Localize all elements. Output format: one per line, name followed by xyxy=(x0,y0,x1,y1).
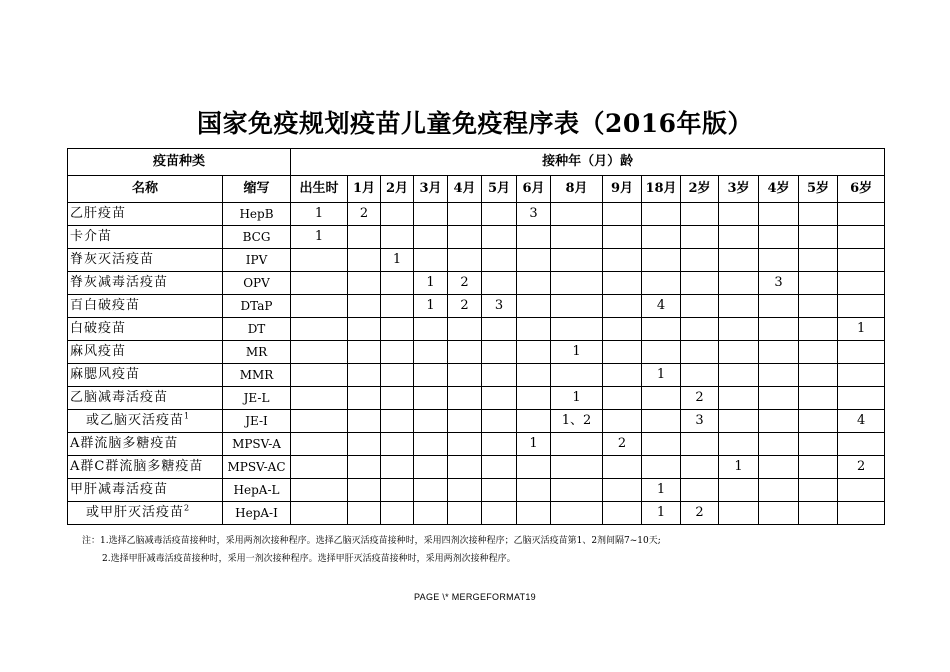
dose-cell xyxy=(517,410,551,433)
dose-cell xyxy=(838,272,885,295)
vaccine-name xyxy=(68,364,223,387)
dose-cell xyxy=(381,387,414,410)
dose-cell: 3 xyxy=(482,295,517,318)
dose-cell xyxy=(551,364,603,387)
header-age-col: 3岁 xyxy=(719,176,759,203)
dose-cell xyxy=(719,433,759,456)
vaccine-name xyxy=(68,433,223,456)
vaccine-name xyxy=(68,502,223,525)
dose-cell xyxy=(719,410,759,433)
footnote-marker: 1 xyxy=(184,411,191,421)
dose-cell xyxy=(551,433,603,456)
dose-cell xyxy=(448,433,482,456)
dose-cell xyxy=(838,479,885,502)
dose-cell: 2 xyxy=(681,502,719,525)
dose-cell xyxy=(517,479,551,502)
dose-cell xyxy=(759,295,799,318)
dose-cell xyxy=(414,433,448,456)
dose-cell xyxy=(603,272,642,295)
note-2: 2.选择甲肝减毒活疫苗接种时，采用一剂次接种程序。选择甲肝灭活疫苗接种时，采用两剂次接种程序。 xyxy=(102,554,516,564)
dose-cell xyxy=(448,341,482,364)
dose-cell xyxy=(381,502,414,525)
dose-cell xyxy=(291,341,348,364)
vaccine-abbr: DTaP xyxy=(223,295,291,318)
dose-cell xyxy=(348,341,381,364)
dose-cell xyxy=(681,203,719,226)
dose-cell: 2 xyxy=(348,203,381,226)
dose-cell xyxy=(482,341,517,364)
dose-cell xyxy=(681,226,719,249)
dose-cell xyxy=(799,226,838,249)
header-age-col: 8月 xyxy=(551,176,603,203)
dose-cell xyxy=(414,387,448,410)
dose-cell xyxy=(799,456,838,479)
dose-cell: 1 xyxy=(414,272,448,295)
header-age-col: 5月 xyxy=(482,176,517,203)
dose-cell xyxy=(517,456,551,479)
dose-cell xyxy=(348,249,381,272)
dose-cell xyxy=(642,226,681,249)
dose-cell xyxy=(291,502,348,525)
header-age-col: 4岁 xyxy=(759,176,799,203)
dose-cell xyxy=(482,272,517,295)
dose-cell xyxy=(348,433,381,456)
header-vaccine-type: 疫苗种类 xyxy=(68,149,291,176)
vaccine-name-text: 乙肝疫苗 xyxy=(70,206,127,221)
dose-cell xyxy=(759,203,799,226)
dose-cell xyxy=(719,249,759,272)
dose-cell xyxy=(381,295,414,318)
dose-cell xyxy=(482,502,517,525)
dose-cell: 2 xyxy=(448,272,482,295)
dose-cell xyxy=(799,318,838,341)
dose-cell xyxy=(381,433,414,456)
header-abbr: 缩写 xyxy=(223,176,291,203)
dose-cell: 1 xyxy=(838,318,885,341)
dose-cell: 2 xyxy=(448,295,482,318)
immunization-schedule-table xyxy=(67,148,885,525)
page-title: 国家免疫规划疫苗儿童免疫程序表（2016年版） xyxy=(196,109,754,138)
dose-cell: 1 xyxy=(517,433,551,456)
dose-cell xyxy=(759,318,799,341)
dose-cell xyxy=(603,249,642,272)
vaccine-name-text: 甲肝减毒活疫苗 xyxy=(70,482,169,497)
table-row xyxy=(68,341,885,364)
dose-cell xyxy=(291,456,348,479)
vaccine-name xyxy=(68,226,223,249)
dose-cell xyxy=(482,387,517,410)
dose-cell: 4 xyxy=(838,410,885,433)
dose-cell xyxy=(348,318,381,341)
vaccine-name-text: 麻腮风疫苗 xyxy=(70,367,141,382)
dose-cell xyxy=(838,203,885,226)
vaccine-name xyxy=(68,272,223,295)
table-row xyxy=(68,502,885,525)
dose-cell xyxy=(719,272,759,295)
dose-cell xyxy=(799,433,838,456)
dose-cell xyxy=(381,318,414,341)
dose-cell: 2 xyxy=(681,387,719,410)
dose-cell xyxy=(448,410,482,433)
dose-cell: 1 xyxy=(551,387,603,410)
dose-cell xyxy=(759,502,799,525)
header-column-row xyxy=(68,176,885,203)
dose-cell xyxy=(348,226,381,249)
dose-cell xyxy=(681,249,719,272)
dose-cell xyxy=(799,479,838,502)
vaccine-abbr: JE-I xyxy=(223,410,291,433)
header-age-col: 1月 xyxy=(348,176,381,203)
dose-cell xyxy=(448,318,482,341)
header-age-col: 18月 xyxy=(642,176,681,203)
table-row xyxy=(68,249,885,272)
vaccine-name-text: A群流脑多糖疫苗 xyxy=(70,436,179,451)
dose-cell xyxy=(482,249,517,272)
vaccine-name xyxy=(68,479,223,502)
dose-cell xyxy=(642,410,681,433)
dose-cell: 2 xyxy=(838,456,885,479)
dose-cell xyxy=(759,226,799,249)
dose-cell xyxy=(642,433,681,456)
dose-cell xyxy=(799,295,838,318)
page-footer: PAGE \* MERGEFORMAT19 xyxy=(414,592,536,602)
dose-cell xyxy=(348,502,381,525)
vaccine-name-text: 或乙脑灭活疫苗 xyxy=(86,413,185,428)
table-row xyxy=(68,433,885,456)
dose-cell xyxy=(838,341,885,364)
dose-cell xyxy=(759,456,799,479)
header-age-col: 6岁 xyxy=(838,176,885,203)
dose-cell xyxy=(719,341,759,364)
dose-cell xyxy=(799,249,838,272)
dose-cell xyxy=(642,203,681,226)
dose-cell xyxy=(414,203,448,226)
dose-cell xyxy=(448,502,482,525)
dose-cell xyxy=(517,364,551,387)
dose-cell xyxy=(642,387,681,410)
dose-cell xyxy=(551,272,603,295)
dose-cell xyxy=(348,387,381,410)
dose-cell xyxy=(603,456,642,479)
dose-cell xyxy=(517,295,551,318)
dose-cell xyxy=(838,502,885,525)
dose-cell xyxy=(381,272,414,295)
dose-cell xyxy=(448,226,482,249)
table-row xyxy=(68,318,885,341)
table-row xyxy=(68,203,885,226)
header-name: 名称 xyxy=(68,176,223,203)
dose-cell xyxy=(603,203,642,226)
vaccine-name-text: 脊灰灭活疫苗 xyxy=(70,252,155,267)
dose-cell xyxy=(448,387,482,410)
vaccine-name-text: A群C群流脑多糖疫苗 xyxy=(70,459,204,474)
dose-cell xyxy=(482,226,517,249)
vaccine-abbr: HepB xyxy=(223,203,291,226)
dose-cell: 1 xyxy=(642,364,681,387)
vaccine-name xyxy=(68,387,223,410)
footnote-marker: 2 xyxy=(184,503,191,513)
header-age-col: 2月 xyxy=(381,176,414,203)
vaccine-abbr: MMR xyxy=(223,364,291,387)
dose-cell xyxy=(681,433,719,456)
dose-cell xyxy=(414,502,448,525)
dose-cell xyxy=(381,410,414,433)
table-row xyxy=(68,387,885,410)
dose-cell xyxy=(381,203,414,226)
dose-cell: 1 xyxy=(551,341,603,364)
dose-cell xyxy=(838,249,885,272)
dose-cell xyxy=(348,364,381,387)
dose-cell xyxy=(291,318,348,341)
dose-cell xyxy=(482,364,517,387)
dose-cell xyxy=(681,295,719,318)
dose-cell xyxy=(681,272,719,295)
dose-cell xyxy=(799,364,838,387)
dose-cell: 4 xyxy=(642,295,681,318)
dose-cell xyxy=(414,364,448,387)
table-row xyxy=(68,479,885,502)
dose-cell xyxy=(759,479,799,502)
dose-cell: 3 xyxy=(681,410,719,433)
dose-cell xyxy=(719,203,759,226)
dose-cell xyxy=(838,433,885,456)
dose-cell xyxy=(348,295,381,318)
dose-cell xyxy=(482,479,517,502)
dose-cell xyxy=(799,387,838,410)
dose-cell xyxy=(348,456,381,479)
dose-cell xyxy=(381,226,414,249)
dose-cell xyxy=(291,364,348,387)
dose-cell xyxy=(838,387,885,410)
vaccine-name xyxy=(68,410,223,433)
dose-cell xyxy=(448,456,482,479)
dose-cell xyxy=(603,502,642,525)
dose-cell xyxy=(482,318,517,341)
vaccine-name xyxy=(68,203,223,226)
vaccine-abbr: BCG xyxy=(223,226,291,249)
dose-cell xyxy=(642,249,681,272)
table-row xyxy=(68,295,885,318)
dose-cell xyxy=(603,226,642,249)
vaccine-abbr: DT xyxy=(223,318,291,341)
dose-cell xyxy=(517,226,551,249)
dose-cell xyxy=(759,364,799,387)
dose-cell xyxy=(482,410,517,433)
dose-cell xyxy=(551,295,603,318)
dose-cell xyxy=(681,318,719,341)
dose-cell xyxy=(719,502,759,525)
dose-cell xyxy=(681,341,719,364)
dose-cell xyxy=(551,203,603,226)
dose-cell xyxy=(603,387,642,410)
dose-cell xyxy=(348,410,381,433)
dose-cell xyxy=(838,295,885,318)
dose-cell xyxy=(414,410,448,433)
dose-cell xyxy=(603,364,642,387)
dose-cell xyxy=(759,433,799,456)
vaccine-name-text: 脊灰减毒活疫苗 xyxy=(70,275,169,290)
dose-cell xyxy=(719,387,759,410)
dose-cell xyxy=(291,433,348,456)
header-age-col: 出生时 xyxy=(291,176,348,203)
dose-cell xyxy=(838,364,885,387)
dose-cell xyxy=(517,318,551,341)
table-row xyxy=(68,272,885,295)
dose-cell xyxy=(551,502,603,525)
notes xyxy=(82,532,661,568)
dose-cell xyxy=(291,249,348,272)
dose-cell: 1 xyxy=(414,295,448,318)
dose-cell xyxy=(642,341,681,364)
dose-cell xyxy=(603,410,642,433)
dose-cell xyxy=(517,249,551,272)
dose-cell xyxy=(759,387,799,410)
dose-cell xyxy=(719,226,759,249)
dose-cell xyxy=(681,364,719,387)
dose-cell: 1、2 xyxy=(551,410,603,433)
vaccine-abbr: IPV xyxy=(223,249,291,272)
header-group-row xyxy=(68,149,885,176)
dose-cell xyxy=(759,249,799,272)
dose-cell xyxy=(482,456,517,479)
dose-cell xyxy=(838,226,885,249)
dose-cell xyxy=(799,203,838,226)
dose-cell xyxy=(551,456,603,479)
vaccine-abbr: HepA-I xyxy=(223,502,291,525)
dose-cell xyxy=(381,364,414,387)
dose-cell xyxy=(759,341,799,364)
dose-cell xyxy=(642,272,681,295)
vaccine-name-text: 或甲肝灭活疫苗 xyxy=(86,505,185,520)
dose-cell xyxy=(381,341,414,364)
dose-cell xyxy=(448,203,482,226)
dose-cell xyxy=(517,272,551,295)
vaccine-name-text: 百白破疫苗 xyxy=(70,298,141,313)
vaccine-name xyxy=(68,341,223,364)
vaccine-name-text: 乙脑减毒活疫苗 xyxy=(70,390,169,405)
dose-cell xyxy=(448,249,482,272)
header-age: 接种年（月）龄 xyxy=(291,149,885,176)
vaccine-name-text: 白破疫苗 xyxy=(70,321,127,336)
vaccine-abbr: MR xyxy=(223,341,291,364)
dose-cell xyxy=(642,318,681,341)
table-row xyxy=(68,364,885,387)
dose-cell xyxy=(642,456,681,479)
schedule-body xyxy=(68,203,885,525)
dose-cell xyxy=(517,502,551,525)
dose-cell xyxy=(681,479,719,502)
vaccine-abbr: OPV xyxy=(223,272,291,295)
dose-cell xyxy=(719,364,759,387)
dose-cell: 1 xyxy=(642,502,681,525)
dose-cell xyxy=(551,318,603,341)
dose-cell xyxy=(381,456,414,479)
dose-cell xyxy=(799,502,838,525)
dose-cell xyxy=(719,318,759,341)
dose-cell xyxy=(799,341,838,364)
dose-cell xyxy=(603,295,642,318)
vaccine-name xyxy=(68,318,223,341)
dose-cell: 3 xyxy=(759,272,799,295)
dose-cell xyxy=(291,272,348,295)
dose-cell xyxy=(414,341,448,364)
dose-cell xyxy=(291,410,348,433)
header-age-col: 5岁 xyxy=(799,176,838,203)
dose-cell xyxy=(291,387,348,410)
dose-cell: 3 xyxy=(517,203,551,226)
dose-cell xyxy=(551,479,603,502)
dose-cell xyxy=(603,479,642,502)
table-row xyxy=(68,410,885,433)
vaccine-name-text: 卡介苗 xyxy=(70,229,113,244)
dose-cell xyxy=(681,456,719,479)
dose-cell xyxy=(551,249,603,272)
dose-cell xyxy=(348,479,381,502)
dose-cell xyxy=(603,341,642,364)
dose-cell xyxy=(448,364,482,387)
dose-cell xyxy=(517,387,551,410)
dose-cell: 1 xyxy=(381,249,414,272)
dose-cell: 2 xyxy=(603,433,642,456)
vaccine-abbr: JE-L xyxy=(223,387,291,410)
vaccine-name-text: 麻风疫苗 xyxy=(70,344,127,359)
dose-cell: 1 xyxy=(642,479,681,502)
vaccine-abbr: MPSV-AC xyxy=(223,456,291,479)
dose-cell xyxy=(517,341,551,364)
dose-cell xyxy=(348,272,381,295)
dose-cell xyxy=(603,318,642,341)
table-row xyxy=(68,456,885,479)
dose-cell xyxy=(414,249,448,272)
dose-cell xyxy=(719,295,759,318)
table-row xyxy=(68,226,885,249)
dose-cell xyxy=(448,479,482,502)
dose-cell xyxy=(799,272,838,295)
dose-cell xyxy=(799,410,838,433)
dose-cell: 1 xyxy=(291,203,348,226)
dose-cell xyxy=(414,226,448,249)
header-age-col: 2岁 xyxy=(681,176,719,203)
dose-cell xyxy=(759,410,799,433)
dose-cell: 1 xyxy=(291,226,348,249)
vaccine-name xyxy=(68,456,223,479)
header-age-col: 9月 xyxy=(603,176,642,203)
dose-cell xyxy=(551,226,603,249)
vaccine-name xyxy=(68,295,223,318)
vaccine-abbr: MPSV-A xyxy=(223,433,291,456)
dose-cell xyxy=(291,479,348,502)
dose-cell xyxy=(291,295,348,318)
vaccine-abbr: HepA-L xyxy=(223,479,291,502)
dose-cell xyxy=(482,203,517,226)
header-age-col: 4月 xyxy=(448,176,482,203)
header-age-col: 3月 xyxy=(414,176,448,203)
dose-cell xyxy=(414,479,448,502)
dose-cell xyxy=(719,479,759,502)
vaccine-name xyxy=(68,249,223,272)
dose-cell: 1 xyxy=(719,456,759,479)
header-age-col: 6月 xyxy=(517,176,551,203)
dose-cell xyxy=(482,433,517,456)
note-1: 注：1.选择乙脑减毒活疫苗接种时，采用两剂次接种程序。选择乙脑灭活疫苗接种时，采用四剂次接种程序；乙脑灭活疫苗第1、2剂间隔7~10天; xyxy=(82,536,661,546)
dose-cell xyxy=(414,318,448,341)
dose-cell xyxy=(414,456,448,479)
dose-cell xyxy=(381,479,414,502)
